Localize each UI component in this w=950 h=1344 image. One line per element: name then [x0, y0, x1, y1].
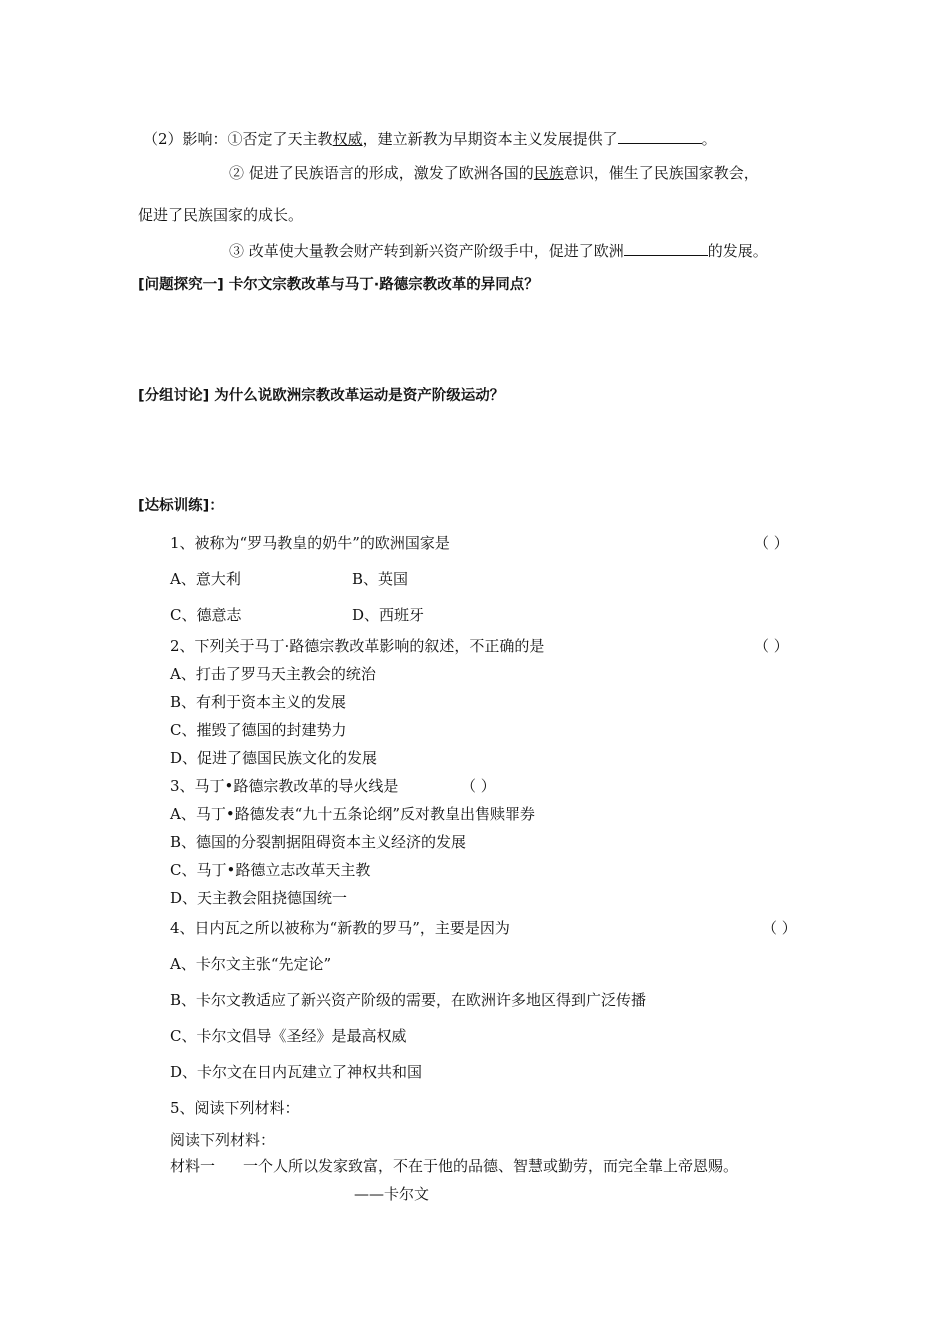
q2-stem: 2、下列关于马丁·路德宗教改革影响的叙述，不正确的是: [170, 637, 545, 655]
q2-option-a[interactable]: A、打击了罗马天主教会的统治: [170, 665, 376, 683]
inquiry-heading: [问题探究一] 卡尔文宗教改革与马丁·路德宗教改革的异同点？: [138, 277, 539, 293]
q3-option-c[interactable]: C、马丁•路德立志改革天主教: [170, 861, 371, 879]
q3-option-b[interactable]: B、德国的分裂割据阻碍资本主义经济的发展: [170, 833, 467, 851]
q3-stem: 3、马丁•路德宗教改革的导火线是: [170, 777, 399, 795]
q2-answer-paren[interactable]: （ ）: [754, 637, 789, 655]
q5-intro: 阅读下列材料：: [170, 1131, 276, 1149]
practice-heading: [达标训练]：: [138, 498, 224, 514]
q4-option-d[interactable]: D、卡尔文在日内瓦建立了神权共和国: [170, 1063, 423, 1081]
q1-option-a[interactable]: A、意大利: [170, 570, 241, 588]
q1-option-b[interactable]: B、英国: [352, 570, 409, 588]
discussion-heading: [分组讨论] 为什么说欧洲宗教改革运动是资产阶级运动？: [138, 388, 505, 404]
q1-option-c[interactable]: C、德意志: [170, 606, 242, 624]
fill-blank-2[interactable]: [624, 240, 708, 256]
q5-stem: 5、阅读下列材料：: [170, 1099, 300, 1117]
q1-option-d[interactable]: D、西班牙: [352, 606, 425, 624]
q2-option-d[interactable]: D、促进了德国民族文化的发展: [170, 749, 378, 767]
nation-underlined: 民族: [533, 164, 564, 182]
q4-stem: 4、日内瓦之所以被称为“新教的罗马”，主要是因为: [170, 919, 510, 937]
material-one-text: 一个人所以发家致富，不在于他的品德、智慧或勤劳，而完全靠上帝恩赐。: [243, 1157, 739, 1175]
q4-option-c[interactable]: C、卡尔文倡导《圣经》是最高权威: [170, 1027, 407, 1045]
q2-option-c[interactable]: C、摧毁了德国的封建势力: [170, 721, 347, 739]
authority-underlined: 权威: [332, 130, 363, 148]
effect-line-2-cont: 促进了民族国家的成长。: [138, 206, 304, 224]
material-one-source: ——卡尔文: [354, 1185, 430, 1203]
q4-option-a[interactable]: A、卡尔文主张“先定论”: [170, 955, 332, 973]
material-one: [170, 1156, 738, 1176]
q1-answer-paren[interactable]: （ ）: [754, 534, 789, 552]
q3-option-a[interactable]: A、马丁•路德发表“九十五条论纲”反对教皇出售赎罪券: [170, 805, 536, 823]
q4-answer-paren[interactable]: （ ）: [762, 919, 797, 937]
effect-line-3: ③ 改革使大量教会财产转到新兴资产阶级手中，促进了欧洲 的发展。: [229, 242, 768, 260]
q2-option-b[interactable]: B、有利于资本主义的发展: [170, 693, 347, 711]
fill-blank-1[interactable]: [618, 128, 702, 144]
q3-option-d[interactable]: D、天主教会阻挠德国统一: [170, 889, 348, 907]
q3-answer-paren[interactable]: （ ）: [461, 777, 496, 795]
effect-label: （2）影响：: [143, 130, 228, 148]
material-one-label: 材料一: [170, 1157, 216, 1175]
q4-option-b[interactable]: B、卡尔文教适应了新兴资产阶级的需要，在欧洲许多地区得到广泛传播: [170, 991, 647, 1009]
effect-line-1: （2）影响：①否定了天主教权威，建立新教为早期资本主义发展提供了 。: [143, 130, 717, 148]
q1-stem: 1、被称为“罗马教皇的奶牛”的欧洲国家是: [170, 534, 450, 552]
effect-line-2: ② 促进了民族语言的形成，激发了欧洲各国的民族意识，催生了民族国家教会，: [229, 164, 759, 182]
